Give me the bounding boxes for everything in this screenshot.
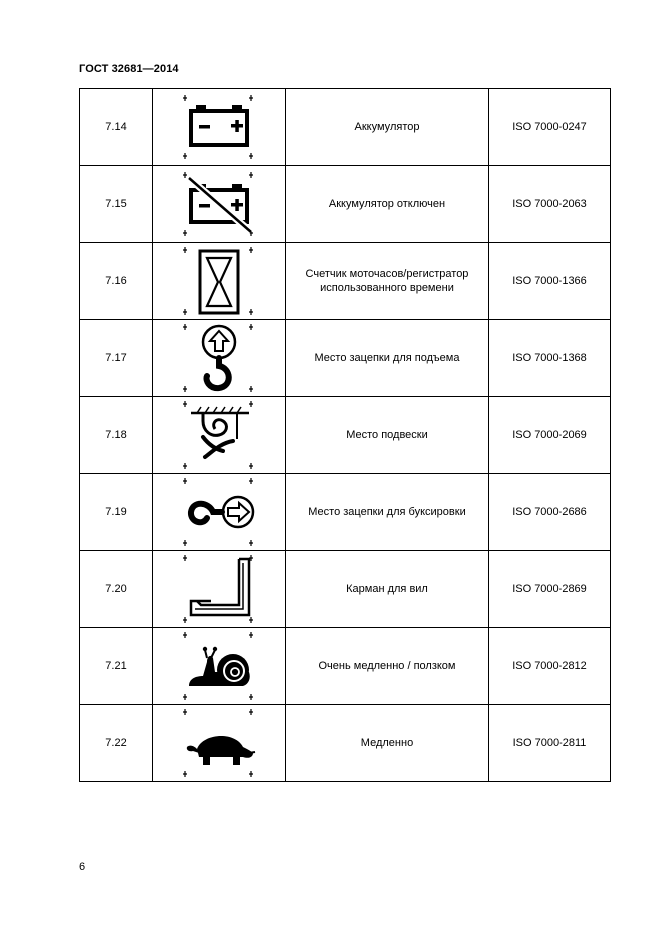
table-row <box>80 89 611 166</box>
symbol-name: Место зацепки для буксировки <box>308 506 466 518</box>
towing-hook-point-icon <box>153 474 285 550</box>
symbol-name-cell <box>286 551 489 628</box>
row-number: 7.21 <box>80 628 153 705</box>
symbol-name-cell <box>286 628 489 705</box>
table-row <box>80 705 611 782</box>
symbol-name: Карман для вил <box>346 583 428 595</box>
symbol-cell <box>153 166 286 243</box>
row-number: 7.15 <box>80 166 153 243</box>
symbol-name-cell <box>286 474 489 551</box>
symbol-name-cell <box>286 705 489 782</box>
symbol-name-cell <box>286 320 489 397</box>
symbol-name: Аккумулятор <box>354 121 420 133</box>
iso-code: ISO 7000-2686 <box>489 474 611 551</box>
symbol-name: Очень медленно / ползком <box>318 660 456 672</box>
iso-code: ISO 7000-1366 <box>489 243 611 320</box>
table-row <box>80 474 611 551</box>
iso-code: ISO 7000-2869 <box>489 551 611 628</box>
iso-code: ISO 7000-0247 <box>489 89 611 166</box>
table-row <box>80 320 611 397</box>
hourglass-hour-meter-icon <box>153 243 285 319</box>
symbol-cell <box>153 628 286 705</box>
row-number: 7.16 <box>80 243 153 320</box>
symbol-name: Счетчик моточасов/регистратор использованного времени <box>305 268 469 294</box>
row-number: 7.17 <box>80 320 153 397</box>
row-number: 7.20 <box>80 551 153 628</box>
page-number: 6 <box>79 861 86 873</box>
symbol-cell <box>153 551 286 628</box>
symbol-name: Место подвески <box>346 429 428 441</box>
iso-code: ISO 7000-2811 <box>489 705 611 782</box>
row-number: 7.18 <box>80 397 153 474</box>
row-number: 7.14 <box>80 89 153 166</box>
battery-icon <box>153 89 285 165</box>
snail-icon <box>153 628 285 704</box>
symbol-name-cell <box>286 397 489 474</box>
table-row <box>80 166 611 243</box>
row-number: 7.19 <box>80 474 153 551</box>
turtle-icon <box>153 705 285 781</box>
iso-code: ISO 7000-2812 <box>489 628 611 705</box>
iso-code: ISO 7000-2063 <box>489 166 611 243</box>
symbol-cell <box>153 474 286 551</box>
symbol-name-cell <box>286 243 489 320</box>
symbol-cell <box>153 89 286 166</box>
symbols-table <box>79 88 611 782</box>
symbol-cell <box>153 397 286 474</box>
row-number: 7.22 <box>80 705 153 782</box>
symbol-cell <box>153 705 286 782</box>
table-row <box>80 628 611 705</box>
table-row <box>80 397 611 474</box>
symbol-name: Аккумулятор отключен <box>328 198 446 210</box>
iso-code: ISO 7000-1368 <box>489 320 611 397</box>
symbol-name-cell <box>286 166 489 243</box>
table-row <box>80 243 611 320</box>
page-header-title: ГОСТ 32681—2014 <box>79 63 179 75</box>
battery-disconnected-icon <box>153 166 285 242</box>
iso-code: ISO 7000-2069 <box>489 397 611 474</box>
table-row <box>80 551 611 628</box>
symbol-name: Место зацепки для подъема <box>314 352 460 364</box>
symbol-cell <box>153 320 286 397</box>
symbol-cell <box>153 243 286 320</box>
fork-pocket-icon <box>153 551 285 627</box>
symbol-name-cell <box>286 89 489 166</box>
symbol-name: Медленно <box>360 737 414 749</box>
lifting-hook-point-icon <box>153 320 285 396</box>
suspension-point-icon <box>153 397 285 473</box>
